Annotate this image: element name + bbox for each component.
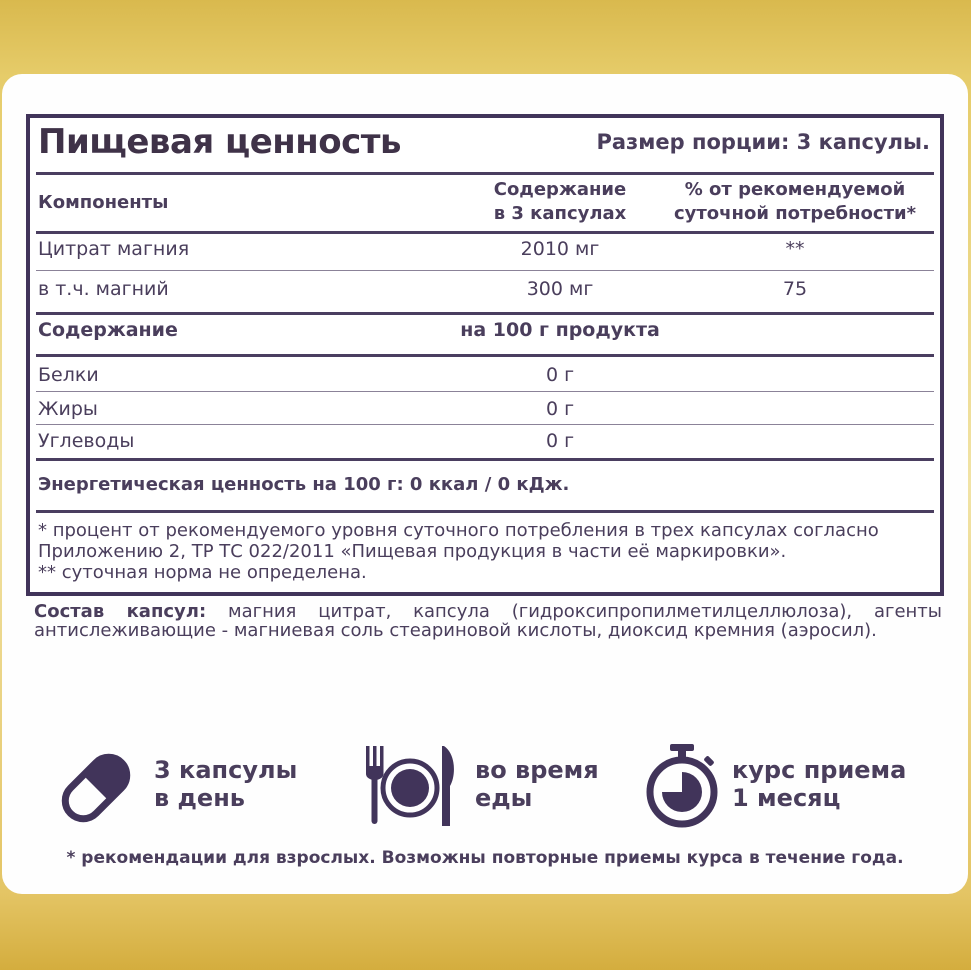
nutrient-name: Жиры (38, 398, 98, 420)
section2-label: Содержание (38, 319, 178, 341)
adult-recommendation-footnote: * рекомендации для взрослых. Возможны повторные приемы курса в течение года. (66, 848, 904, 868)
serving-size: Размер порции: 3 капсулы. (596, 130, 930, 154)
col-content-header-line2: в 3 капсулах (493, 203, 627, 224)
footnote-percent-line1: * процент от рекомендуемого уровня суточного потребления в трех капсулах согласно (38, 520, 879, 541)
nutrient-amount: 0 г (545, 398, 575, 420)
row-percent: 75 (782, 278, 808, 300)
col-content-header (460, 178, 660, 226)
footnote-percent-line2: Приложению 2, ТР ТС 022/2011 «Пищевая продукция в части её маркировки». (38, 541, 787, 562)
nutrient-name: Белки (38, 364, 99, 386)
divider (36, 312, 934, 315)
capsule-icon (54, 746, 138, 830)
composition-text: магния цитрат, капсула (гидроксипропилметилцеллюлоза), агенты антислеживающие - магниевая соль стеариновой кислоты, диоксид кремния (аэросил). (34, 601, 942, 641)
row-name: в т.ч. магний (38, 278, 169, 300)
divider (36, 424, 934, 425)
row-name: Цитрат магния (38, 238, 190, 260)
stopwatch-icon (642, 742, 722, 832)
recommendation-course (732, 756, 906, 812)
divider (36, 231, 934, 234)
divider (36, 458, 934, 461)
nutrient-amount: 0 г (545, 430, 575, 452)
divider (36, 391, 934, 392)
recommendation-course-line2: 1 месяц (732, 784, 841, 812)
energy-value: Энергетическая ценность на 100 г: 0 ккал / 0 кДж. (38, 474, 570, 495)
plate-cutlery-icon (362, 742, 462, 832)
footnote-norm: ** суточная норма не определена. (38, 562, 367, 583)
nutrient-name: Углеводы (38, 430, 135, 452)
nutrient-amount: 0 г (545, 364, 575, 386)
table-title: Пищевая ценность (38, 122, 402, 162)
label-card (2, 74, 968, 894)
nutrition-table (26, 114, 944, 596)
recommendation-course-line1: курс приема (732, 756, 907, 784)
row-amount: 300 мг (526, 278, 594, 300)
recommendation-timing (475, 756, 599, 812)
divider (36, 510, 934, 513)
col-percent-header-line2: суточной потребности* (673, 203, 917, 224)
col-components-header: Компоненты (38, 192, 169, 213)
divider (36, 354, 934, 357)
composition (34, 602, 942, 640)
row-percent: ** (785, 238, 805, 260)
col-content-header-line1: Содержание (493, 179, 627, 200)
recommendation-timing-line2: еды (475, 784, 533, 812)
recommendation-dose-line2: в день (154, 784, 245, 812)
divider (36, 172, 934, 175)
section2-per: на 100 г продукта (460, 319, 660, 341)
recommendation-timing-line1: во время (475, 756, 599, 784)
divider (36, 270, 934, 271)
composition-label: Состав капсул: (34, 601, 207, 622)
footnote-percent (38, 520, 879, 583)
recommendation-dose-line1: 3 капсулы (154, 756, 298, 784)
col-percent-header (660, 178, 930, 226)
col-percent-header-line1: % от рекомендуемой (684, 179, 906, 200)
recommendation-dose (154, 756, 297, 812)
row-amount: 2010 мг (520, 238, 600, 260)
